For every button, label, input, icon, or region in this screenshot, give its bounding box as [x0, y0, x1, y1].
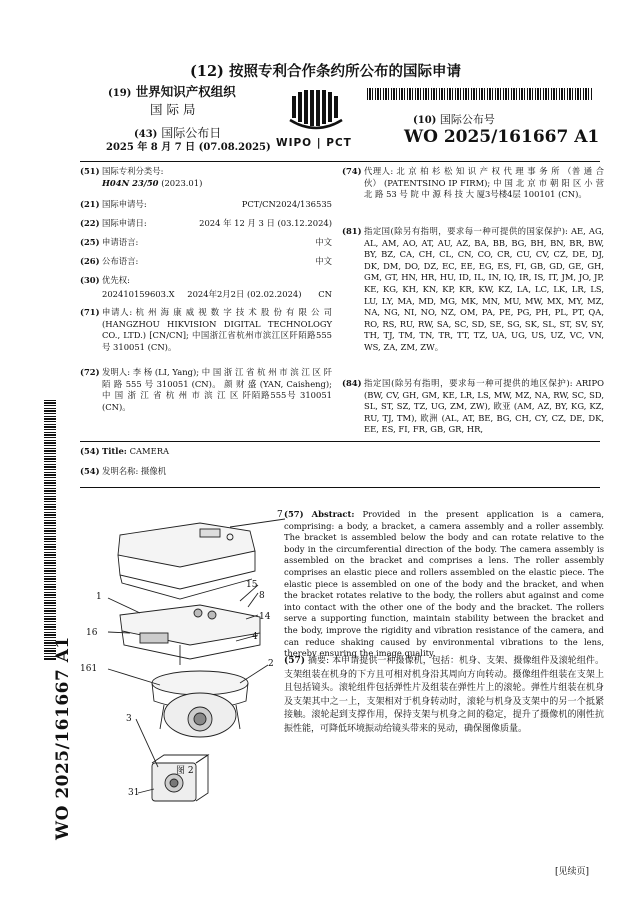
field-84 — [342, 378, 604, 436]
field-22-code: (22) — [80, 218, 100, 228]
field-72-code: (72) — [80, 367, 100, 377]
figure-label-31: 31 — [128, 788, 140, 798]
barcode-top — [367, 88, 593, 100]
field-81 — [342, 226, 604, 354]
camera-drawing — [80, 505, 290, 835]
field-30-label: 优先权: — [102, 275, 130, 285]
divider-top — [80, 161, 600, 162]
field-71-code: (71) — [80, 307, 100, 317]
field-26 — [80, 256, 332, 268]
side-publication-number: WO 2025/161667 A1 — [53, 636, 73, 840]
org-name: 世界知识产权组织 — [135, 84, 236, 99]
title-en — [80, 446, 169, 458]
title-zh-value: 摄像机 — [141, 466, 167, 476]
priority-number: 202410159603.X — [102, 288, 175, 299]
abstract-en-label: Abstract: — [311, 509, 355, 519]
field-74-code: (74) — [342, 166, 362, 176]
field-25-label: 申请语言: — [102, 237, 139, 247]
figure-label-3: 3 — [126, 714, 132, 724]
field-74-text: 代理人: 北 京 柏 杉 松 知 识 产 权 代 理 事 务 所 （普 通 合 伙） (PATENTSINO IP FIRM); 中 国 北 京 市 朝 阳 区 小 营 北 路 53 号 院 中 源 科 技 大 厦3号楼4层 100101 (CN)。 — [364, 166, 604, 200]
barcode-side — [44, 400, 56, 660]
pubno-label: 国际公布号 — [439, 113, 495, 126]
figure-label-2: 2 — [268, 659, 274, 669]
figure-caption: 图 2 — [176, 766, 194, 776]
field-51-value: H04N 23/50 — [102, 177, 159, 188]
figure-label-15: 15 — [246, 580, 258, 590]
figure-label-8: 8 — [259, 591, 265, 601]
title-zh-code: (54) — [80, 466, 100, 476]
pubdate-value: 2025 年 8 月 7 日 (07.08.2025) — [106, 142, 271, 153]
figure-label-4: 4 — [252, 632, 258, 642]
figure-label-7: 7 — [277, 510, 283, 520]
figure-label-161: 161 — [80, 664, 98, 674]
wipo-logo — [276, 90, 356, 150]
field-21-value: PCT/CN2024/136535 — [241, 199, 332, 209]
field-22-label: 国际申请日: — [102, 218, 147, 228]
title-en-label: Title: — [102, 446, 127, 456]
field-84-text: 指定国(除另有指明，要求每一种可提供的地区保护): ARIPO (BW, CV, GH, GM, KE, LR, LS, MW, MZ, NA, RW, SC, SD, SL, ST, SZ, TZ, UG, ZM, ZW), 欧亚 (AM, AZ, BY, KG, KZ, RU, TJ, TM), 欧洲 (AL, AT, BE, BG, CH, CY, CZ, DE, DK, EE, ES, FI, FR, GB, GR, HR, — [364, 378, 604, 435]
figure-label-16: 16 — [86, 628, 98, 638]
field-81-code: (81) — [342, 226, 362, 236]
pubdate-code: (43) — [134, 129, 158, 140]
abstract-zh-label: 摘要: — [307, 656, 330, 666]
field-51-label: 国际专利分类号: — [102, 166, 164, 176]
field-71-text: 申请人: 杭 州 海 康 威 视 数 字 技 术 股 份 有 限 公 司 (HANGZHOU HIKVISION DIGITAL TECHNOLOGY CO., LTD.) [CN/CN]; 中国浙江省杭州市滨江区阡陌路555号 310051 (CN)。 — [102, 307, 332, 352]
org-code: (19) — [108, 88, 132, 99]
field-25 — [80, 237, 332, 249]
field-51-date: (2023.01) — [161, 177, 203, 188]
field-22 — [80, 218, 332, 230]
abstract-zh-code: (57) — [284, 656, 306, 666]
title-zh-label: 发明名称: — [102, 466, 139, 476]
wipo-logo-text: WIPO | PCT — [276, 137, 352, 149]
field-72-text: 发明人: 李 杨 (LI, Yang); 中 国 浙 江 省 杭 州 市 滨 江 区 阡 陌 路 555 号 310051 (CN)。 颜 财 盛 (YAN, Caisheng); 中 国 浙 江 省 杭 州 市 滨 江 区 阡陌路555号 310051 (CN)。 — [102, 367, 332, 412]
priority-date: 2024年2月2日 (02.02.2024) — [187, 288, 302, 299]
divider-mid — [80, 441, 600, 442]
field-26-code: (26) — [80, 256, 100, 266]
title-en-value: CAMERA — [129, 446, 170, 456]
field-21-label: 国际申请号: — [102, 199, 147, 209]
field-26-value: 中文 — [315, 256, 332, 266]
field-30-code: (30) — [80, 275, 100, 285]
org-sub: 国 际 局 — [150, 102, 196, 117]
wipo-emblem-icon — [286, 90, 346, 132]
figure-label-1: 1 — [96, 592, 102, 602]
field-84-code: (84) — [342, 378, 362, 388]
field-21 — [80, 199, 332, 211]
field-81-text: 指定国(除另有指明，要求每一种可提供的国家保护): AE, AG, AL, AM, AO, AT, AU, AZ, BA, BB, BG, BH, BN, BR, BW, BY, BZ, CA, CH, CL, CN, CO, CR, CU, CV, CZ, DE, DJ, DK, DM, DO, DZ, EC, EE, EG, ES, FI, GB, GD, GE, GH, GM, GT, HN, HR, HU, ID, IL, IN, IQ, IR, IS, IT, JM, JO, JP, KE, KG, KH, KN, KP, KR, KW, KZ, LA, LC, LK, LR, LS, LU, LY, MA, MD, MG, MK, MN, MU, MW, MX, MY, MZ, NA, NG, NI, NO, NZ, OM, PA, PE, PG, PH, PL, PT, QA, RO, RS, RU, RW, SA, SC, SD, SE, SG, SK, SL, ST, SV, SY, TH, TJ, TM, TN, TR, TT, TZ, UA, UG, US, UZ, VC, VN, WS, ZA, ZM, ZW。 — [364, 226, 604, 352]
continued-footer: [见续页] — [555, 867, 590, 877]
field-51-code: (51) — [80, 166, 100, 176]
abstract-zh — [284, 655, 604, 736]
abstract-zh-text: 本申请提供一种摄像机，包括：机身、支架、摄像组件及滚轮组件。支架组装在机身的下方且可相对机身沿其周向方向转动。摄像组件组装在支架上且包括镜头。滚轮组件包括弹性片及组装在弹性片上的滚轮。弹性片组装在机身及支架其中之一上，支架相对于机身转动时，滚轮与机身及支架中的另一个抵紧接触。滚轮起到支撑作用，保持支架与机身之间的稳定，提升了摄像机的刚性抗振性能，可降低环境振动给镜头带来的晃动，确保图像质量。 — [284, 656, 604, 734]
pubno-code: (10) — [413, 115, 437, 126]
pubno-value: WO 2025/161667 A1 — [404, 127, 600, 147]
figure-label-14: 14 — [259, 612, 271, 622]
divider-titles — [80, 487, 600, 488]
field-26-label: 公布语言: — [102, 256, 139, 266]
field-21-code: (21) — [80, 199, 100, 209]
field-22-value: 2024 年 12 月 3 日 (03.12.2024) — [199, 218, 332, 228]
patent-figure — [80, 505, 290, 835]
field-25-value: 中文 — [315, 237, 332, 247]
org-block — [108, 84, 236, 100]
abstract-en-code: (57) — [284, 509, 304, 519]
pubdate-label: 国际公布日 — [161, 126, 222, 140]
title-zh — [80, 466, 166, 478]
field-30 — [80, 275, 332, 300]
title-en-code: (54) — [80, 446, 100, 456]
field-72 — [80, 367, 332, 413]
field-51 — [80, 166, 332, 189]
field-25-code: (25) — [80, 237, 100, 247]
pubdate-label-line — [134, 125, 221, 142]
abstract-en-text: Provided in the present application is a camera, comprising: a body, a bracket, a camera assembly and a roller assembly. The bracket is assembled below the body and can rotate relative to the body in the circumferential direction of the body. The camera assembly is assembled on the bracket and comprises a lens. The roller assembly comprises an elastic piece and rollers assembled on the elastic piece. The elastic piece is assembled on one of the body and the bracket, and when the bracket rotates relative to the body, the rollers abut against and come into contact with the other one of the body and the bracket. The rollers serve a supporting function, maintain stability between the bracket and the body, improve the rigidity and vibration resistance of the camera, and can reduce shaking caused by environmental vibrations to the lens, thereby ensuring the image quality. — [284, 509, 604, 659]
field-71 — [80, 307, 332, 353]
abstract-en — [284, 509, 604, 660]
field-74 — [342, 166, 604, 201]
priority-country: CN — [318, 288, 332, 299]
document-title: (12) 按照专利合作条约所公布的国际申请 — [190, 63, 461, 80]
